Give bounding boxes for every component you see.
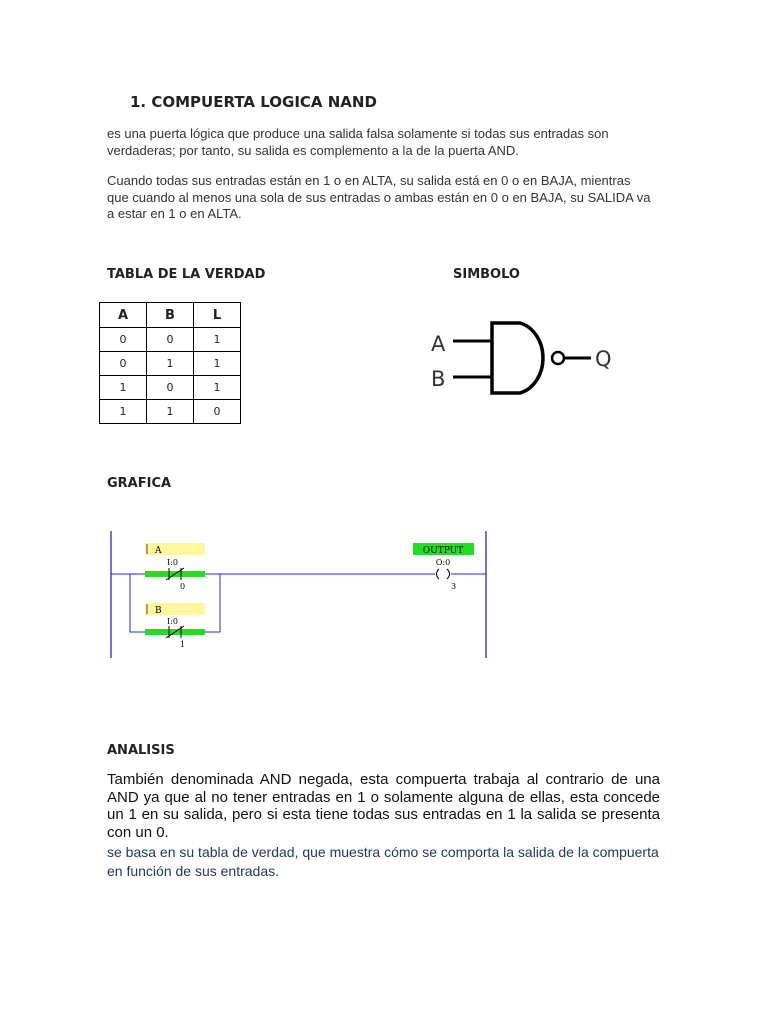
behavior-paragraph: Cuando todas sus entradas están en 1 o en ALTA, su salida está en 0 o en BAJA, mientras que cuando al menos una sola de sus entradas o ambas están en 0 o en BAJA, su SALIDA va a estar en 1 o en ALTA. (107, 173, 651, 221)
table-cell: 0 (100, 328, 147, 352)
table-cell: 1 (147, 352, 194, 376)
contact-b-address: I:0 (167, 617, 178, 626)
contact-a-tag-box (145, 543, 205, 555)
symbol-input-a-label: A (431, 332, 446, 356)
header-cell-a: A (100, 303, 147, 328)
table-cell: 0 (100, 352, 147, 376)
table-cell: 1 (194, 352, 241, 376)
contact-b-tag-box (145, 603, 205, 615)
table-row (100, 352, 241, 376)
coil-bit: 3 (451, 582, 457, 591)
table-cell: 0 (194, 400, 241, 424)
table-cell: 0 (147, 328, 194, 352)
table-cell: 1 (100, 400, 147, 424)
symbol-output-label: Q (595, 347, 612, 371)
table-row (100, 328, 241, 352)
header-cell-b: B (147, 303, 194, 328)
header-cell-l: L (194, 303, 241, 328)
table-row (100, 400, 241, 424)
table-cell: 1 (194, 376, 241, 400)
nand-gate-body (492, 323, 543, 393)
truth-table-label: TABLA DE LA VERDAD (107, 267, 266, 282)
analisis-paragraph: También denominada AND negada, esta compuerta trabaja al contrario de una AND ya que al no tener entradas en 1 o solamente alguna de ellas, esta concede un 1 en su salida, pero si esta tiene todas sus entradas en 1 la salida se presenta con un 0. (107, 771, 660, 841)
contact-b-tag: B (155, 606, 162, 616)
coil-tag: OUTPUT (422, 546, 464, 556)
table-cell: 1 (100, 376, 147, 400)
ladder-diagram (100, 525, 500, 665)
symbol-label: SIMBOLO (453, 267, 520, 282)
table-cell: 0 (147, 376, 194, 400)
page-title: 1. COMPUERTA LOGICA NAND (130, 93, 377, 111)
nand-gate-symbol (425, 315, 625, 400)
contact-a-tag: A (155, 546, 162, 556)
contact-a-address: I:0 (167, 558, 178, 567)
truth-table-header-row (100, 303, 241, 328)
table-cell: 1 (147, 400, 194, 424)
analisis-note: se basa en su tabla de verdad, que muestra cómo se comporta la salida de la compuerta en función de sus entradas. (107, 844, 659, 879)
contact-a-bit: 0 (180, 582, 186, 591)
table-cell: 1 (194, 328, 241, 352)
coil-address: O:0 (435, 558, 451, 567)
analisis-label: ANALISIS (107, 743, 175, 758)
truth-table (99, 302, 241, 424)
symbol-input-b-label: B (431, 367, 446, 391)
intro-paragraph: es una puerta lógica que produce una salida falsa solamente si todas sus entradas son verdaderas; por tanto, su salida es complemento a la de la puerta AND. (107, 126, 609, 158)
inversion-bubble (552, 352, 564, 364)
contact-b-bit: 1 (180, 640, 186, 649)
grafica-label: GRAFICA (107, 476, 172, 491)
table-row (100, 376, 241, 400)
